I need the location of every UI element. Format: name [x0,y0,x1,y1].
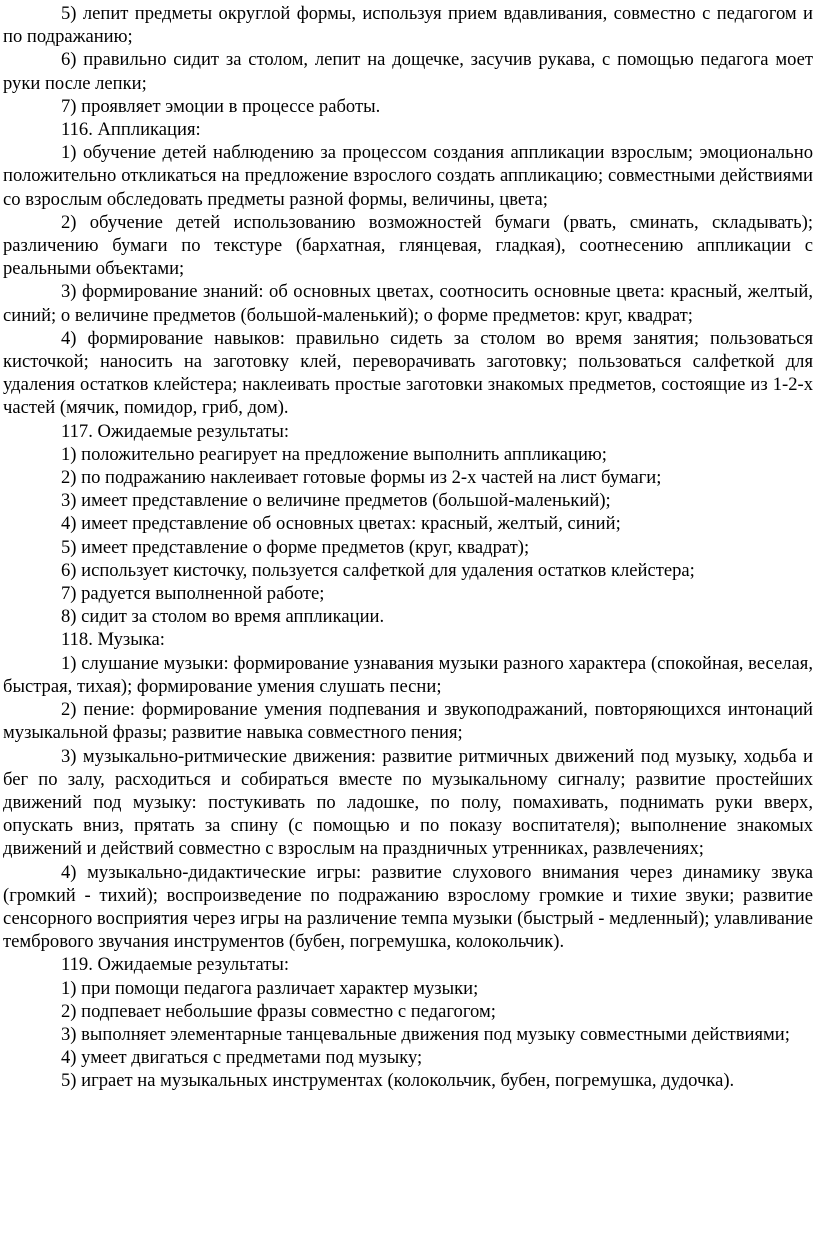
paragraph: 3) формирование знаний: об основных цветах, соотносить основные цвета: красный, желтый, синий; о величине предметов (большой-маленький); о форме предметов: круг, квадрат; [3,281,813,326]
paragraph: 1) слушание музыки: формирование узнавания музыки разного характера (спокойная, веселая, быстрая, тихая); формирование умения слушать песни; [3,652,813,697]
paragraph: 2) обучение детей использованию возможностей бумаги (рвать, сминать, складывать); различению бумаги по текстуре (бархатная, глянцевая, гладкая), соотнесению аппликации с реальными объектами; [3,211,813,280]
list-item: 1) при помощи педагога различает характер музыки; [61,977,479,999]
paragraph: 7) проявляет эмоции в процессе работы. [61,95,381,117]
list-item: 4) имеет представление об основных цветах: красный, желтый, синий; [61,513,621,535]
section-heading: 118. Музыка: [61,629,165,651]
list-item: 8) сидит за столом во время аппликации. [61,606,385,628]
paragraph: 4) формирование навыков: правильно сидеть за столом во время занятия; пользоваться кисточкой; наносить на заготовку клей, переворачивать заготовку; пользоваться салфеткой для удаления остатков клейстера; наклеивать простые заготовки знакомых предметов, состоящие из 1-2-х частей (мячик, помидор, гриб, дом). [3,327,813,419]
list-item: 5) имеет представление о форме предметов (круг, квадрат); [61,536,530,558]
paragraph: 2) пение: формирование умения подпевания и звукоподражаний, повторяющихся интонаций музыкальной фразы; развитие навыка совместного пения; [3,699,813,744]
list-item: 3) выполняет элементарные танцевальные движения под музыку совместными действиями; [61,1023,790,1045]
list-item: 2) по подражанию наклеивает готовые формы из 2-х частей на лист бумаги; [61,467,662,489]
paragraph: 5) лепит предметы округлой формы, используя прием вдавливания, совместно с педагогом и по подражанию; [3,3,813,48]
paragraph: 1) обучение детей наблюдению за процессом создания аппликации взрослым; эмоционально положительно откликаться на предложение взрослого создать аппликацию; совместными действиями со взрослым обследовать предметы разной формы, величины, цвета; [3,142,813,210]
paragraph: 3) музыкально-ритмические движения: развитие ритмичных движений под музыку, ходьба и бег по залу, расходиться и собираться вместе по музыкальному сигналу; развитие простейших движений под музыку: постукивать по ладошке, по полу, помахивать, поднимать руки вверх, опускать вниз, прятать за спину (с помощью и по показу воспитателя); выполнение знакомых движений и действий совместно с взрослым на праздничных утренниках, развлечениях; [3,745,813,860]
section-heading: 116. Аппликация: [61,119,201,141]
list-item: 4) умеет двигаться с предметами под музыку; [61,1047,423,1069]
list-item: 3) имеет представление о величине предметов (большой-маленький); [61,490,611,512]
paragraph: 4) музыкально-дидактические игры: развитие слухового внимания через динамику звука (громкий - тихий); воспроизведение по подражанию взрослому громкие и тихие звуки; развитие сенсорного восприятия через игры на различение темпа музыки (быстрый - медленный); улавливание тембрового звучания инструментов (бубен, погремушка, колокольчик). [3,861,813,953]
list-item: 7) радуется выполненной работе; [61,583,325,605]
list-item: 2) подпевает небольшие фразы совместно с педагогом; [61,1000,496,1022]
section-heading: 117. Ожидаемые результаты: [61,420,290,442]
list-item: 5) играет на музыкальных инструментах (колокольчик, бубен, погремушка, дудочка). [61,1070,735,1092]
list-item: 6) использует кисточку, пользуется салфеткой для удаления остатков клейстера; [61,559,695,581]
paragraph: 6) правильно сидит за столом, лепит на дощечке, засучив рукава, с помощью педагога моет руки после лепки; [3,49,813,94]
section-heading: 119. Ожидаемые результаты: [61,954,290,976]
list-item: 1) положительно реагирует на предложение выполнить аппликацию; [61,443,607,465]
